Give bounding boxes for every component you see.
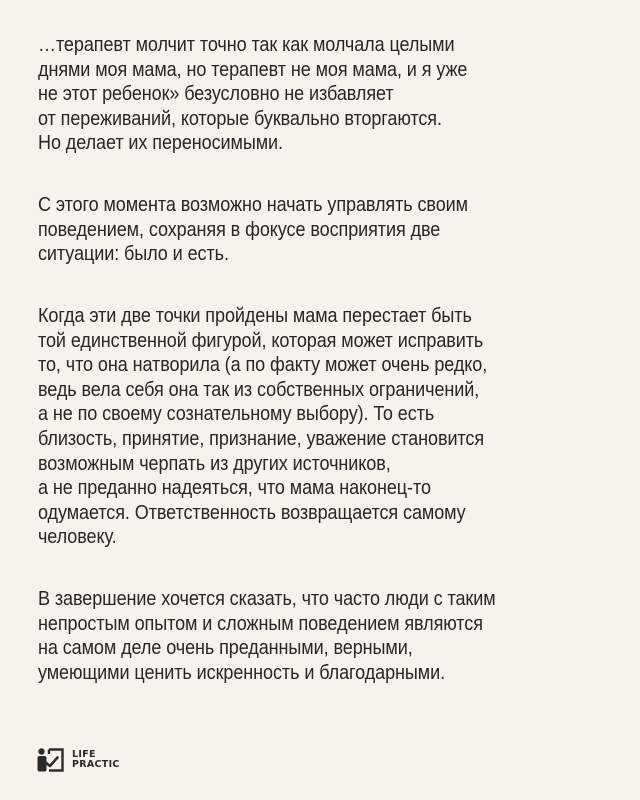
paragraph-3 [38,304,638,550]
text-line: одумается. Ответственность возвращается самому [38,500,466,524]
article-body [38,33,638,698]
logo-wordmark [72,750,120,771]
paragraph-spacer [38,279,638,304]
paragraph-spacer [38,562,638,587]
text-line: умеющими ценить искренность и благодарными. [38,660,445,684]
logo-line-1: LIFE [72,748,96,760]
text-line: а не преданно надеяться, что мама наконец-то [38,476,431,500]
paragraph-1 [38,33,638,156]
text-line: возможным черпать из других источников, [38,451,391,475]
text-line: а не по своему сознательному выбору). То есть [38,402,435,426]
paragraph-4 [38,587,638,685]
text-line: непростым опытом и сложным поведением являются [38,611,483,635]
text-line: человеку. [38,525,117,549]
text-line: Когда эти две точки пройдены мама перестает быть [38,303,472,327]
text-line: В завершение хочется сказать, что часто люди с таким [38,586,496,610]
paragraph-spacer [38,168,638,193]
life-practic-logo [37,748,120,772]
text-line: днями моя мама, но терапевт не моя мама, и я уже [38,57,468,81]
text-line: С этого момента возможно начать управлять своим [38,193,468,217]
text-line: той единственной фигурой, которая может исправить [38,328,484,352]
teacher-board-check-icon [37,748,65,772]
text-line: …терапевт молчит точно так как молчала целыми [38,33,455,56]
text-line: то, что она натворила (а по факту может очень редко, [38,353,488,377]
text-line: ситуации: было и есть. [38,242,229,266]
text-line: от переживаний, которые буквально вторгаются. [38,106,442,130]
paragraph-2 [38,193,638,267]
text-line: на самом деле очень преданными, верными, [38,636,413,660]
text-line: Но делает их переносимыми. [38,131,283,155]
text-line: ведь вела себя она так из собственных ограничений, [38,377,480,401]
text-line: близость, принятие, признание, уважение становится [38,426,485,450]
text-line: не этот ребенок» безусловно не избавляет [38,82,394,106]
logo-line-2: PRACTIC [72,759,120,770]
text-line: поведением, сохраняя в фокусе восприятия две [38,217,441,241]
